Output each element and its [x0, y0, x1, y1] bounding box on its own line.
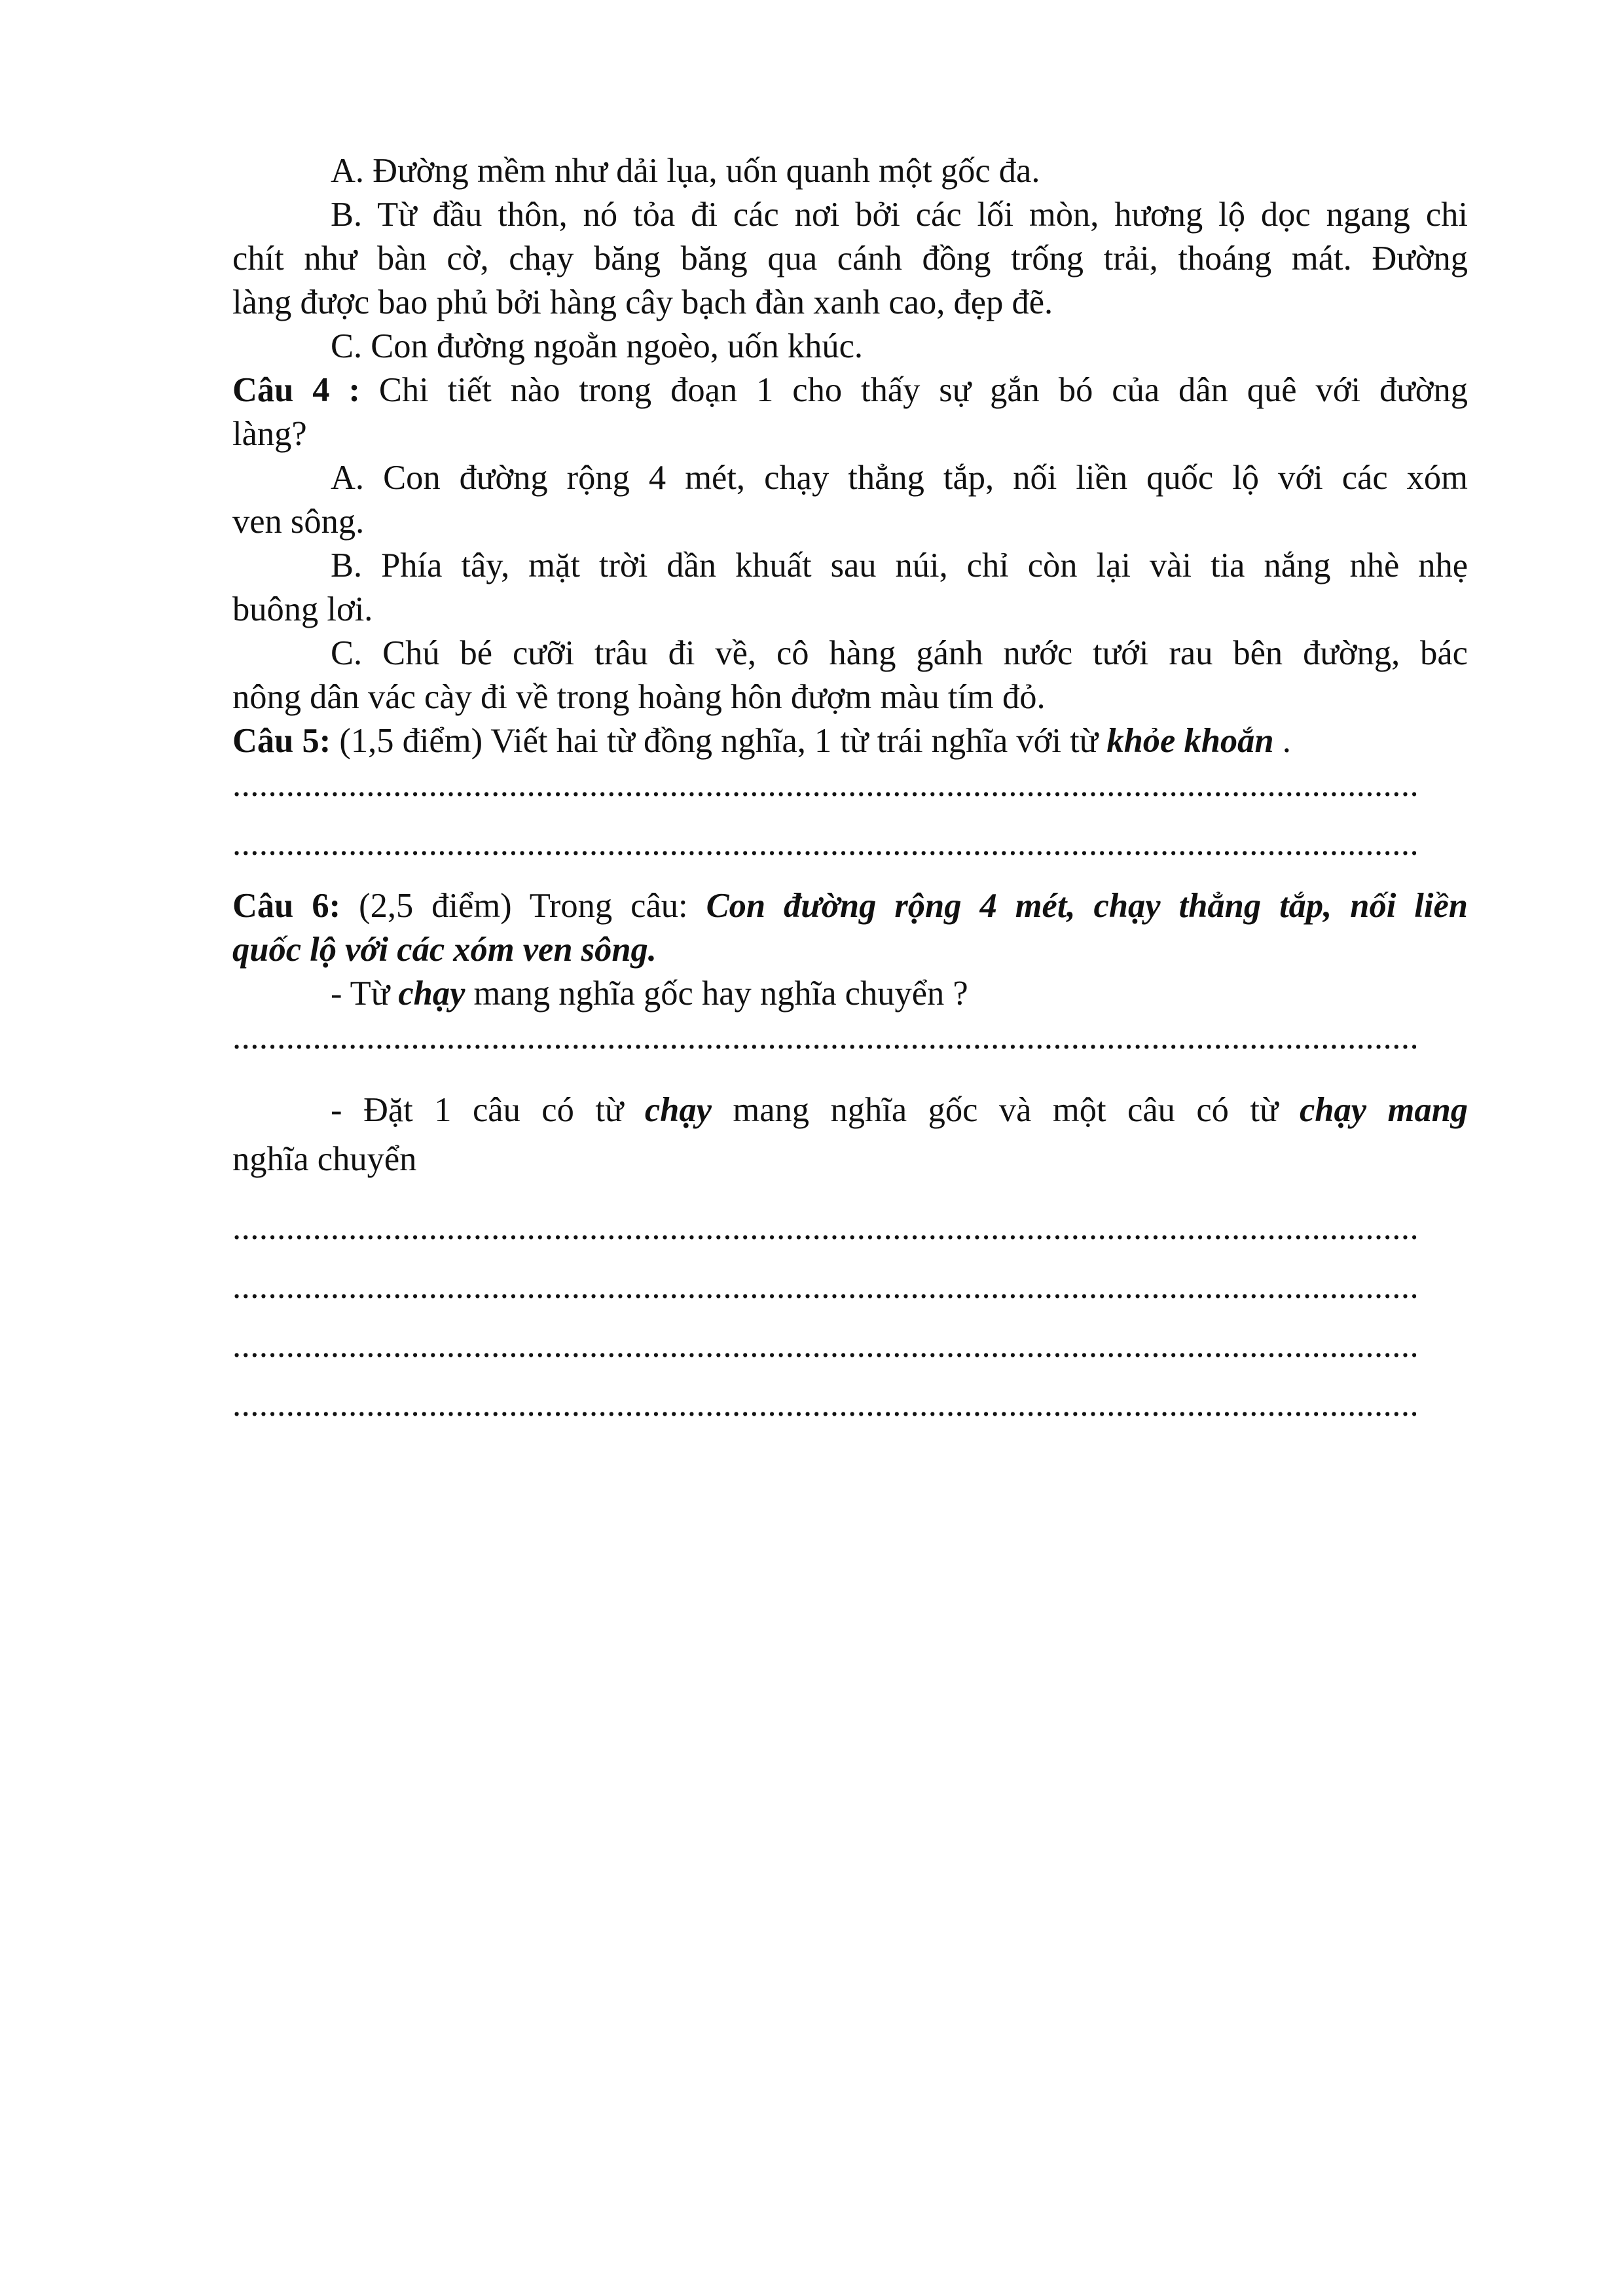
- q5-answer-line-1[interactable]: .....................................................................................................................................: [232, 766, 1419, 804]
- q6-sentence-part1: Con đường rộng 4 mét, chạy thẳng tắp, nối liền: [706, 887, 1468, 925]
- q6-sub1: [232, 972, 1468, 1016]
- q5-end: .: [1273, 722, 1291, 760]
- q4-option-a-line1: A. Con đường rộng 4 mét, chạy thẳng tắp, nối liền quốc lộ với các xóm: [331, 459, 1468, 497]
- q4-option-c-line1: C. Chú bé cưỡi trâu đi về, cô hàng gánh nước tưới rau bên đường, bác: [331, 634, 1468, 672]
- q4-option-c-line2: nông dân vác cày đi về trong hoàng hôn đượm màu tím đỏ.: [232, 678, 1046, 716]
- q6-sub2-prefix: - Đặt 1 câu có từ: [331, 1091, 645, 1129]
- q6-answer-line-1[interactable]: .....................................................................................................................................: [232, 1018, 1419, 1056]
- q6-sub2-word2: chạy: [1299, 1091, 1366, 1129]
- q6-answer-line-2[interactable]: .....................................................................................................................................: [232, 1209, 1419, 1247]
- q3-option-a: A. Đường mềm như dải lụa, uốn quanh một gốc đa.: [331, 152, 1040, 190]
- q4-label: Câu 4 :: [232, 371, 360, 409]
- q6-sub2-line2: nghĩa chuyển: [232, 1140, 417, 1178]
- q6-sentence-part2: quốc lộ với các xóm ven sông.: [232, 931, 657, 969]
- q5-keyword: khỏe khoắn: [1106, 722, 1274, 760]
- q4-option-b-line2: buông lơi.: [232, 590, 373, 628]
- q6-sub2-word3: mang: [1387, 1091, 1468, 1129]
- q6-sub1-word: chạy: [398, 975, 465, 1013]
- worksheet-page: [232, 149, 1468, 1427]
- q6-sub2-middle: mang nghĩa gốc và một câu có từ: [711, 1091, 1300, 1129]
- q4-option-b-line1: B. Phía tây, mặt trời dần khuất sau núi, chỉ còn lại vài tia nắng nhè nhẹ: [331, 547, 1468, 584]
- q6-answer-line-4[interactable]: .....................................................................................................................................: [232, 1327, 1419, 1365]
- q3-option-b-line1: B. Từ đầu thôn, nó tỏa đi các nơi bởi các lối mòn, hương lộ dọc ngang chi: [331, 196, 1468, 234]
- q5-answer-line-2[interactable]: .....................................................................................................................................: [232, 825, 1419, 863]
- q6-question-line1: [232, 884, 1468, 928]
- q3-option-b-line3: làng được bao phủ bởi hàng cây bạch đàn xanh cao, đẹp đẽ.: [232, 283, 1053, 321]
- q6-sub2-line1: [232, 1088, 1468, 1132]
- q6-sub1-rest: mang nghĩa gốc hay nghĩa chuyển ?: [465, 975, 968, 1013]
- q6-answer-line-5[interactable]: .....................................................................................................................................: [232, 1386, 1419, 1424]
- q6-text: (2,5 điểm) Trong câu:: [340, 887, 706, 925]
- q6-answer-line-3[interactable]: .....................................................................................................................................: [232, 1268, 1419, 1306]
- q6-sub1-prefix: - Từ: [331, 975, 399, 1013]
- q4-option-a-line2: ven sông.: [232, 503, 365, 541]
- q5-label: Câu 5:: [232, 722, 331, 760]
- q5-question: [232, 719, 1468, 763]
- q4-question-line1: [232, 368, 1468, 412]
- q3-option-b-line2: chít như bàn cờ, chạy băng băng qua cánh đồng trống trải, thoáng mát. Đường: [232, 240, 1468, 278]
- q4-question-line2: làng?: [232, 415, 307, 453]
- q4-question-text: Chi tiết nào trong đoạn 1 cho thấy sự gắn bó của dân quê với đường: [359, 371, 1468, 409]
- q6-sub2-word1: chạy: [644, 1091, 712, 1129]
- q6-label: Câu 6:: [232, 887, 341, 925]
- q5-text: (1,5 điểm) Viết hai từ đồng nghĩa, 1 từ trái nghĩa với từ: [331, 722, 1107, 760]
- q3-option-c: C. Con đường ngoằn ngoèo, uốn khúc.: [331, 327, 864, 365]
